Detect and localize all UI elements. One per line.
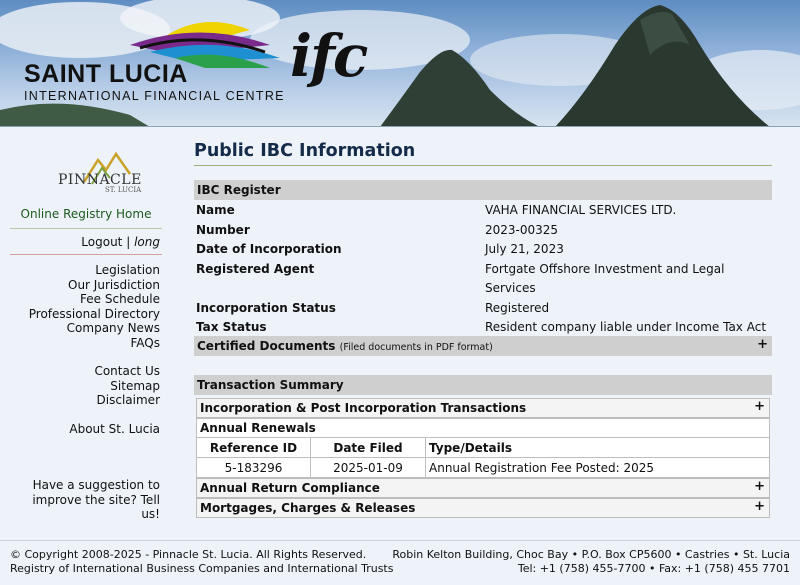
detail-label: Name — [196, 203, 235, 217]
detail-label: Number — [196, 222, 250, 237]
mortgages-charges-label: Mortgages, Charges & Releases — [200, 501, 416, 515]
ibc-register-header — [194, 180, 772, 200]
expand-plus-icon[interactable]: + — [754, 479, 765, 494]
brand-title: SAINT LUCIA — [24, 60, 188, 88]
cell-type-details: Annual Registration Fee Posted: 2025 — [426, 458, 770, 478]
certified-documents-header[interactable] — [194, 336, 772, 356]
sidebar-divider — [10, 228, 162, 229]
detail-row — [196, 299, 772, 319]
logout-link[interactable]: Logout — [81, 235, 123, 249]
footer-left — [10, 548, 393, 576]
footer-divider — [0, 540, 800, 541]
annual-return-compliance-label: Annual Return Compliance — [200, 481, 380, 495]
detail-label: Registered Agent — [196, 261, 315, 276]
detail-row — [196, 240, 772, 260]
suggestion-link[interactable]: Have a suggestion to improve the site? Tell us! — [32, 478, 160, 522]
certified-documents-note: (Filed documents in PDF format) — [339, 342, 493, 353]
cell-date-filed: 2025-01-09 — [311, 458, 426, 478]
ibc-register-heading: IBC Register — [197, 183, 281, 197]
detail-value: 2023-00325 — [485, 222, 559, 237]
footer-registry: Registry of International Business Companies and International Trusts — [10, 562, 394, 575]
sidebar-links-secondary — [94, 364, 160, 408]
detail-row — [196, 201, 772, 221]
expand-plus-icon[interactable]: + — [754, 399, 765, 414]
ibc-register-details — [196, 201, 772, 338]
logout-separator: | — [126, 235, 131, 249]
footer-phone: Tel: +1 (758) 455-7700 • Fax: +1 (758) 455 7701 — [517, 562, 790, 575]
sidebar-link-professional-directory[interactable]: Professional Directory — [28, 306, 160, 321]
transaction-summary-heading: Transaction Summary — [197, 378, 344, 392]
mortgages-charges-toggle[interactable] — [196, 498, 770, 518]
online-registry-home-link[interactable]: Online Registry Home — [20, 207, 152, 221]
sidebar-link-about-st-lucia[interactable]: About St. Lucia — [69, 422, 160, 436]
table-row — [197, 458, 770, 478]
annual-renewals-header — [196, 418, 770, 438]
sidebar-link-company-news[interactable]: Company News — [66, 321, 160, 336]
sidebar-link-legislation[interactable]: Legislation — [95, 263, 160, 277]
column-header-type-details: Type/Details — [426, 438, 770, 458]
detail-value: Registered — [485, 300, 550, 315]
sidebar-link-disclaimer[interactable]: Disclaimer — [96, 393, 160, 408]
sidebar-link-contact-us[interactable]: Contact Us — [94, 364, 160, 378]
logout-row — [81, 235, 160, 249]
ifc-logo: ifc — [290, 22, 367, 90]
detail-label: Incorporation Status — [196, 300, 336, 315]
transaction-summary-header — [194, 375, 772, 395]
sidebar-link-faqs[interactable]: FAQs — [130, 335, 160, 350]
expand-plus-icon[interactable]: + — [757, 337, 768, 352]
pinnacle-logo-subtext: ST. LUCIA — [105, 186, 142, 194]
detail-label: Tax Status — [196, 320, 267, 334]
sidebar-link-jurisdiction[interactable]: Our Jurisdiction — [68, 277, 160, 292]
sidebar-link-fee-schedule[interactable]: Fee Schedule — [80, 292, 160, 307]
incorporation-transactions-label: Incorporation & Post Incorporation Transactions — [200, 401, 527, 415]
footer-copyright: © Copyright 2008-2025 - Pinnacle St. Lucia. All Rights Reserved. — [10, 548, 367, 561]
annual-renewals-table — [196, 437, 770, 478]
footer-right — [392, 548, 790, 576]
column-header-reference-id: Reference ID — [197, 438, 311, 458]
username: long — [134, 235, 160, 249]
detail-row — [196, 260, 772, 299]
title-divider — [194, 165, 772, 166]
header-banner — [0, 0, 800, 127]
cell-reference-id: 5-183296 — [197, 458, 311, 478]
annual-renewals-label: Annual Renewals — [200, 421, 316, 435]
detail-value: July 21, 2023 — [485, 242, 564, 256]
certified-documents-heading: Certified Documents — [197, 339, 336, 353]
footer-address: Robin Kelton Building, Choc Bay • P.O. Box CP5600 • Castries • St. Lucia — [392, 548, 790, 561]
brand-subtitle: INTERNATIONAL FINANCIAL CENTRE — [24, 89, 285, 103]
detail-row — [196, 221, 772, 241]
detail-value: Fortgate Offshore Investment and Legal Services — [485, 261, 725, 295]
expand-plus-icon[interactable]: + — [754, 499, 765, 514]
sidebar-links-primary — [29, 263, 160, 351]
detail-row — [196, 318, 772, 338]
detail-label: Date of Incorporation — [196, 242, 342, 256]
page-title: Public IBC Information — [194, 141, 416, 161]
annual-return-compliance-toggle[interactable] — [196, 478, 770, 498]
table-header-row — [197, 438, 770, 458]
detail-value: Resident company liable under Income Tax Act — [485, 320, 767, 334]
detail-value: VAHA FINANCIAL SERVICES LTD. — [485, 203, 677, 217]
sidebar-divider — [10, 254, 162, 255]
incorporation-transactions-toggle[interactable] — [196, 398, 770, 418]
sidebar-link-sitemap[interactable]: Sitemap — [110, 378, 160, 393]
pinnacle-logo-text: PINNACLE — [58, 172, 142, 188]
column-header-date-filed: Date Filed — [311, 438, 426, 458]
sidebar-links-about — [69, 422, 160, 437]
sidebar — [0, 128, 172, 538]
